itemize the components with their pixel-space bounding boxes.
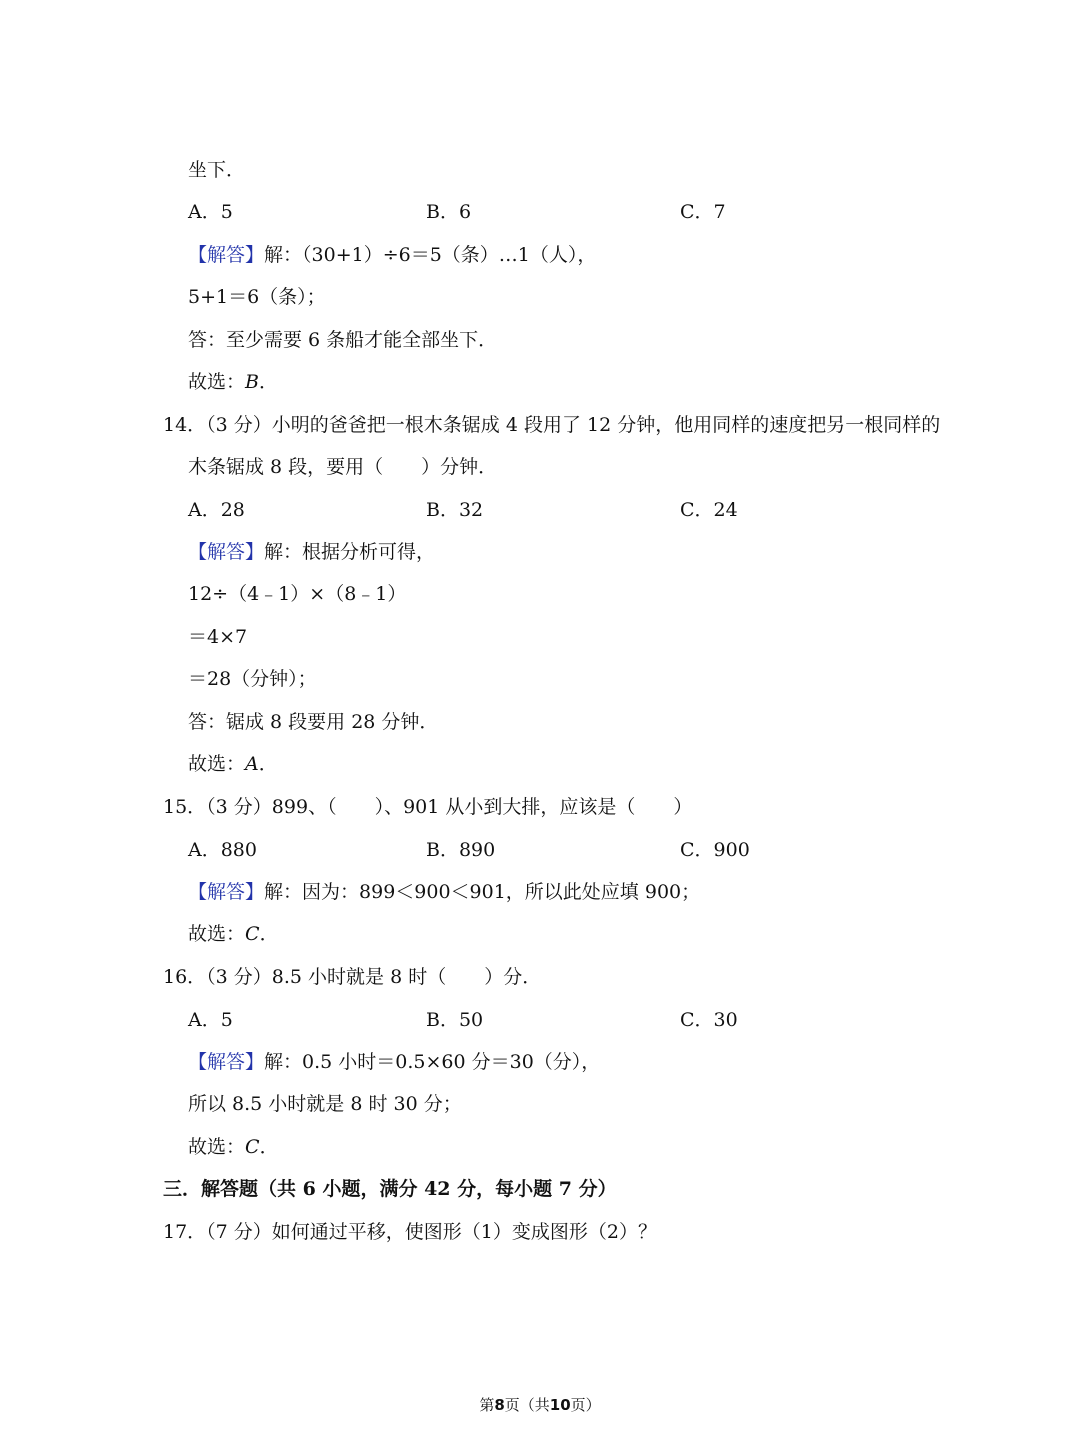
answer-end: ．: [258, 753, 278, 775]
q13-continuation: 坐下．: [188, 159, 246, 181]
q15-option-a: A．880: [188, 839, 257, 861]
q16-option-a: A．5: [188, 1009, 233, 1031]
answer-letter: B: [245, 371, 259, 393]
answer-end: ．: [259, 923, 279, 945]
footer-total-pages: 10: [549, 1396, 571, 1414]
q15-question: 15．（3 分）899、（ ）、901 从小到大排，应该是（ ）: [163, 796, 693, 818]
q17-question: 17．（7 分）如何通过平移，使图形（1）变成图形（2）？: [163, 1221, 657, 1243]
q14-question-line-1: 14．（3 分）小明的爸爸把一根木条锯成 4 段用了 12 分钟，他用同样的速度把另一根同样的: [163, 414, 941, 436]
answer-letter: A: [245, 753, 259, 775]
q14-solution-line-3: ＝4×7: [188, 626, 248, 648]
q15-solution-line-1: [188, 880, 700, 904]
q14-solution-line-2: 12÷（4﹣1）×（8﹣1）: [188, 583, 407, 605]
q13-option-b: B．6: [426, 201, 472, 223]
q14-solution-text: 解：根据分析可得，: [264, 541, 436, 563]
section-3-heading: 三．解答题（共 6 小题，满分 42 分，每小题 7 分）: [163, 1178, 617, 1200]
q16-answer: [188, 1135, 279, 1159]
page-footer: [0, 1394, 1080, 1415]
footer-middle: 页（共: [504, 1396, 550, 1414]
q16-solution-line-2: 所以 8.5 小时就是 8 时 30 分；: [188, 1093, 462, 1115]
answer-tag: 【解答】: [188, 1051, 265, 1073]
answer-tag: 【解答】: [188, 881, 265, 903]
answer-label: 故选：: [188, 923, 246, 945]
answer-tag: 【解答】: [188, 541, 265, 563]
answer-end: ．: [258, 371, 278, 393]
q14-option-b: B．32: [426, 499, 484, 521]
answer-letter: C: [245, 923, 260, 945]
q15-option-b: B．890: [426, 839, 496, 861]
q14-question-line-2: 木条锯成 8 段，要用（ ）分钟．: [188, 456, 498, 478]
q13-solution-text: 解：（30+1）÷6＝5（条）…1（人），: [264, 244, 597, 266]
q14-solution-line-5: 答：锯成 8 段要用 28 分钟．: [188, 711, 439, 733]
q13-solution-line-1: [188, 243, 596, 267]
answer-label: 故选：: [188, 1136, 246, 1158]
q15-answer: [188, 922, 279, 946]
q14-answer: [188, 752, 278, 776]
q16-question: 16．（3 分）8.5 小时就是 8 时（ ）分．: [163, 966, 542, 988]
q13-option-a: A．5: [188, 201, 233, 223]
answer-tag: 【解答】: [188, 244, 265, 266]
answer-label: 故选：: [188, 753, 246, 775]
answer-label: 故选：: [188, 371, 246, 393]
q14-solution-line-1: [188, 540, 435, 564]
q15-option-c: C．900: [680, 839, 750, 861]
answer-letter: C: [245, 1136, 260, 1158]
q14-option-c: C．24: [680, 499, 738, 521]
q13-answer: [188, 370, 278, 394]
footer-page-number: 8: [494, 1396, 505, 1414]
q13-option-c: C．7: [680, 201, 726, 223]
footer-suffix: 页）: [570, 1396, 601, 1414]
q13-solution-line-3: 答：至少需要 6 条船才能全部坐下．: [188, 329, 498, 351]
q16-solution-line-1: [188, 1050, 600, 1074]
q13-solution-line-2: 5+1＝6（条）；: [188, 286, 326, 308]
q16-solution-text: 解：0.5 小时＝0.5×60 分＝30（分），: [264, 1051, 601, 1073]
footer-prefix: 第: [479, 1396, 495, 1414]
q14-option-a: A．28: [188, 499, 245, 521]
answer-end: ．: [259, 1136, 279, 1158]
q16-option-c: C．30: [680, 1009, 738, 1031]
q15-solution-text: 解：因为：899＜900＜901，所以此处应填 900；: [264, 881, 701, 903]
q16-option-b: B．50: [426, 1009, 484, 1031]
q14-solution-line-4: ＝28（分钟）；: [188, 668, 317, 690]
